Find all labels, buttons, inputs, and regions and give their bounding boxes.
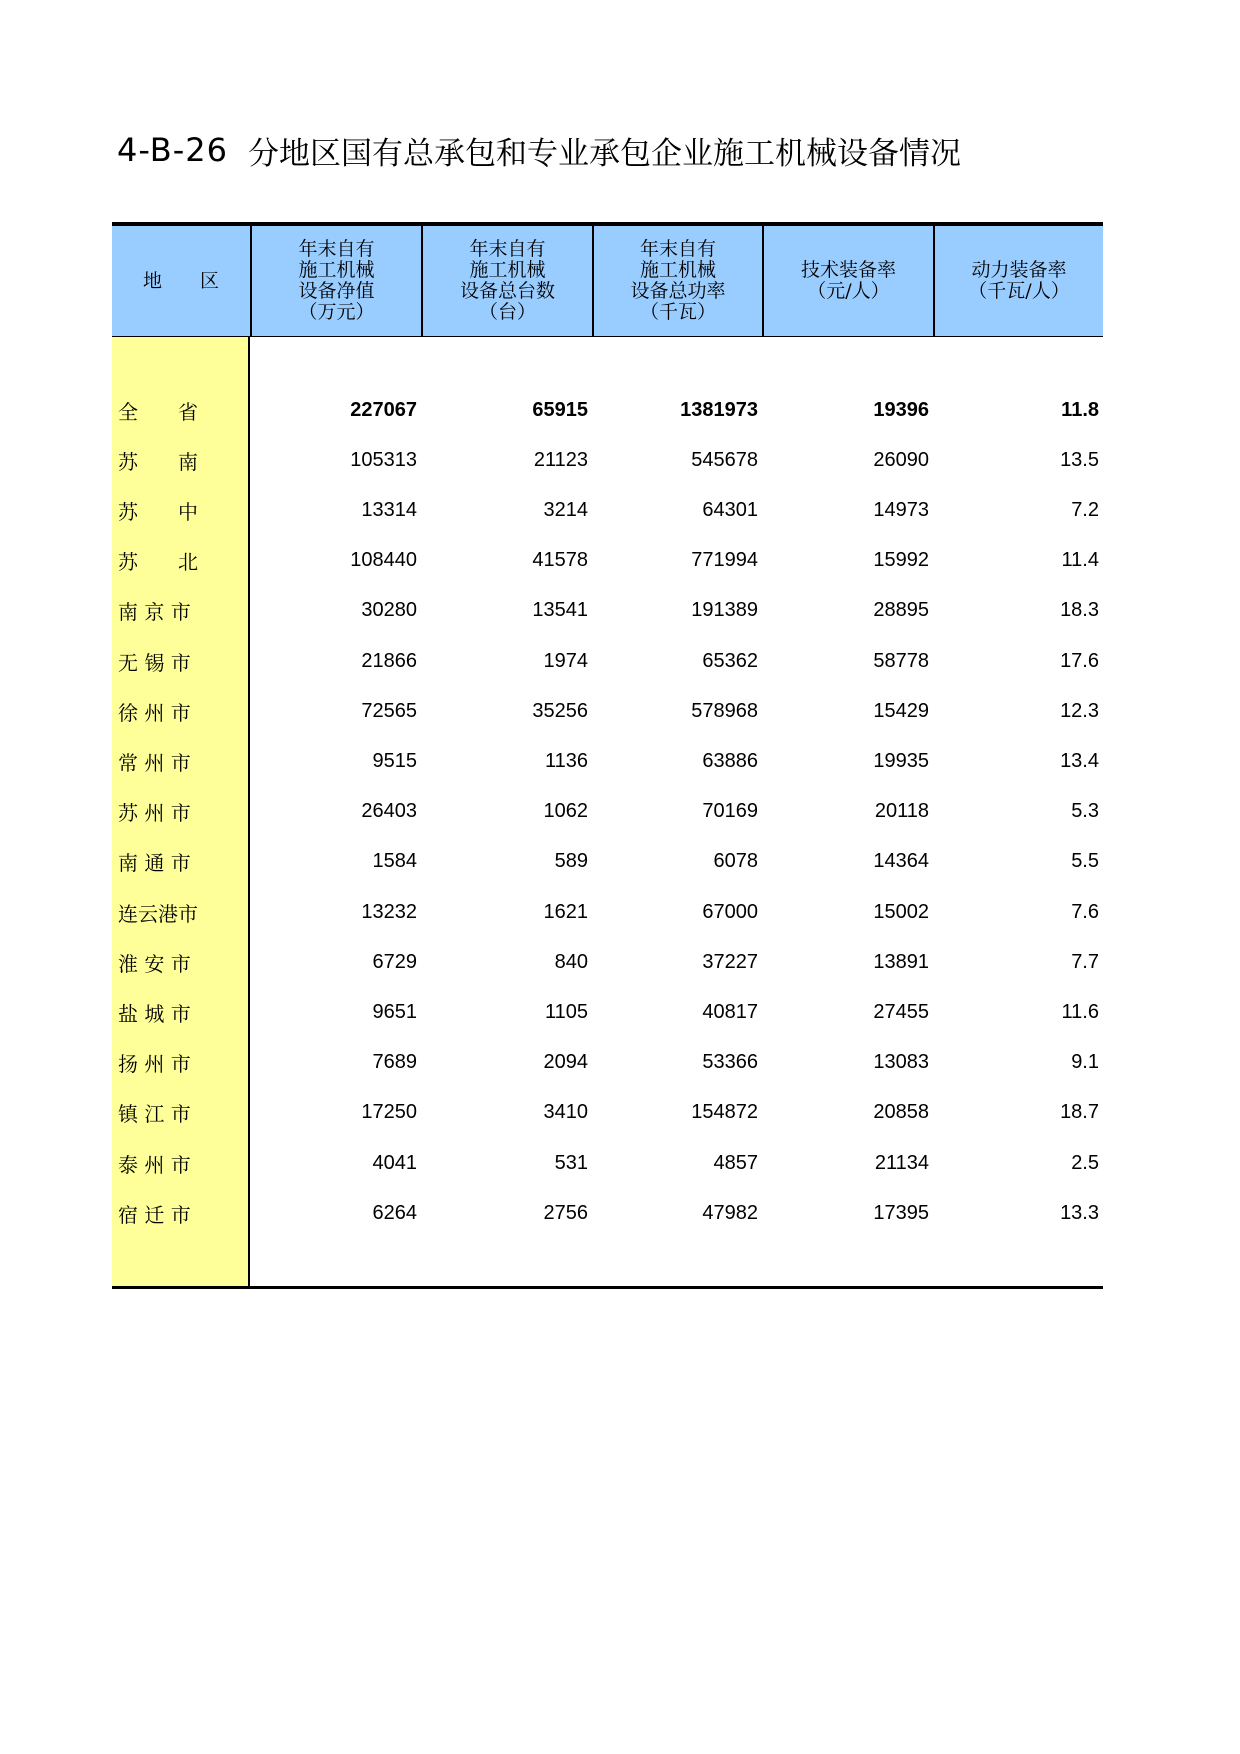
table-row	[112, 1098, 1103, 1128]
row-region: 扬 州 市	[118, 1052, 191, 1077]
row-value-col1: 6264	[372, 1201, 417, 1224]
row-value-col1: 13314	[361, 498, 417, 521]
row-value-col3: 154872	[691, 1101, 758, 1124]
row-value-col5: 7.6	[1071, 900, 1099, 923]
row-value-col3: 545678	[691, 448, 758, 471]
row-value-col1: 9515	[372, 749, 417, 772]
row-value-col4: 19935	[873, 749, 929, 772]
table-row	[112, 1048, 1103, 1078]
row-value-col3: 65362	[702, 649, 758, 672]
header-power-equipment-rate: 动力装备率 （千瓦/人）	[933, 226, 1103, 336]
table-row	[112, 746, 1103, 776]
row-value-col1: 7689	[372, 1051, 417, 1074]
row-value-col3: 40817	[702, 1000, 758, 1023]
row-value-col1: 9651	[372, 1000, 417, 1023]
row-value-col2: 531	[554, 1151, 588, 1174]
row-value-col5: 11.4	[1061, 549, 1099, 572]
row-value-col2: 21123	[533, 448, 588, 471]
table-code: 4-B-26	[117, 131, 228, 169]
table-row	[112, 395, 1103, 425]
row-value-col3: 771994	[691, 549, 758, 572]
row-value-col4: 21134	[874, 1151, 929, 1174]
row-value-col1: 108440	[350, 549, 417, 572]
row-region: 苏 北	[118, 550, 198, 575]
table-row	[112, 847, 1103, 877]
row-value-col5: 13.4	[1060, 749, 1099, 772]
table-title	[117, 128, 961, 172]
row-region: 苏 中	[118, 499, 198, 524]
header-tech-equipment-rate: 技术装备率 （元/人）	[762, 226, 933, 336]
row-value-col2: 35256	[532, 699, 588, 722]
row-value-col4: 28895	[873, 599, 929, 622]
row-region: 南 京 市	[118, 600, 191, 625]
row-region: 泰 州 市	[118, 1152, 191, 1177]
row-value-col4: 15002	[873, 900, 929, 923]
row-value-col4: 14973	[873, 498, 929, 521]
row-value-col5: 7.7	[1071, 950, 1099, 973]
table-row	[112, 897, 1103, 927]
table-row	[112, 495, 1103, 525]
row-value-col5: 18.7	[1060, 1101, 1099, 1124]
row-value-col5: 2.5	[1071, 1151, 1099, 1174]
row-value-col3: 191389	[691, 599, 758, 622]
row-value-col2: 3214	[543, 498, 588, 521]
row-value-col1: 227067	[350, 398, 417, 421]
row-value-col1: 13232	[361, 900, 417, 923]
table-row	[112, 1148, 1103, 1178]
row-value-col3: 47982	[702, 1201, 758, 1224]
row-value-col2: 1136	[544, 749, 588, 772]
row-region: 苏 州 市	[118, 801, 191, 826]
row-value-col1: 26403	[361, 800, 417, 823]
row-value-col4: 20118	[874, 800, 929, 823]
row-value-col4: 13891	[873, 950, 929, 973]
header-equipment-net-value: 年末自有 施工机械 设备净值 （万元）	[250, 226, 421, 336]
table-row	[112, 546, 1103, 576]
row-value-col4: 15992	[873, 549, 929, 572]
header-equipment-count: 年末自有 施工机械 设备总台数 （台）	[421, 226, 592, 336]
row-value-col3: 4857	[713, 1151, 758, 1174]
row-value-col3: 63886	[702, 749, 758, 772]
row-value-col4: 14364	[873, 850, 929, 873]
row-value-col4: 58778	[873, 649, 929, 672]
row-value-col3: 1381973	[680, 398, 758, 421]
row-value-col2: 840	[554, 950, 588, 973]
row-value-col1: 4041	[372, 1151, 417, 1174]
row-value-col3: 6078	[713, 850, 758, 873]
row-value-col2: 2094	[543, 1051, 588, 1074]
table-header	[112, 226, 1103, 337]
row-region: 淮 安 市	[118, 951, 191, 976]
row-region: 苏 南	[118, 449, 198, 474]
row-value-col4: 26090	[873, 448, 929, 471]
row-value-col3: 37227	[702, 950, 758, 973]
row-region: 镇 江 市	[118, 1102, 191, 1127]
row-value-col2: 1621	[543, 900, 588, 923]
row-value-col1: 72565	[361, 699, 417, 722]
row-value-col4: 19396	[873, 398, 929, 421]
row-value-col2: 1062	[543, 800, 588, 823]
row-value-col4: 27455	[873, 1000, 929, 1023]
row-region: 宿 迁 市	[118, 1202, 191, 1227]
row-value-col3: 53366	[702, 1051, 758, 1074]
table-row	[112, 596, 1103, 626]
table-row	[112, 947, 1103, 977]
table-row	[112, 997, 1103, 1027]
header-region: 地 区	[142, 269, 219, 292]
row-value-col4: 15429	[873, 699, 929, 722]
row-region: 连云港市	[118, 901, 198, 926]
table-row	[112, 797, 1103, 827]
row-value-col5: 11.6	[1061, 1000, 1099, 1023]
row-value-col4: 17395	[873, 1201, 929, 1224]
table-row	[112, 646, 1103, 676]
row-value-col5: 18.3	[1060, 599, 1099, 622]
row-value-col5: 13.3	[1060, 1201, 1099, 1224]
row-value-col1: 6729	[372, 950, 417, 973]
row-value-col2: 1974	[543, 649, 588, 672]
row-region: 徐 州 市	[118, 700, 191, 725]
row-value-col4: 13083	[873, 1051, 929, 1074]
row-value-col4: 20858	[873, 1101, 929, 1124]
row-region: 全 省	[118, 399, 198, 424]
row-value-col3: 67000	[702, 900, 758, 923]
row-value-col2: 3410	[543, 1101, 588, 1124]
header-equipment-power: 年末自有 施工机械 设备总功率 （千瓦）	[592, 226, 762, 336]
row-region: 盐 城 市	[118, 1001, 191, 1026]
row-value-col1: 21866	[361, 649, 417, 672]
row-value-col5: 5.3	[1071, 800, 1099, 823]
row-value-col2: 65915	[532, 398, 588, 421]
row-value-col2: 13541	[532, 599, 588, 622]
table-title-text: 分地区国有总承包和专业承包企业施工机械设备情况	[247, 135, 961, 172]
row-value-col5: 5.5	[1071, 850, 1099, 873]
table-row	[112, 1198, 1103, 1228]
row-value-col1: 30280	[361, 599, 417, 622]
row-value-col5: 13.5	[1060, 448, 1099, 471]
row-region: 无 锡 市	[118, 650, 191, 675]
row-value-col2: 2756	[543, 1201, 588, 1224]
row-value-col5: 11.8	[1061, 398, 1099, 421]
row-value-col5: 12.3	[1060, 699, 1099, 722]
row-value-col5: 9.1	[1071, 1051, 1099, 1074]
row-value-col3: 70169	[702, 800, 758, 823]
table-row	[112, 445, 1103, 475]
row-value-col2: 41578	[532, 549, 588, 572]
row-value-col3: 578968	[691, 699, 758, 722]
row-value-col1: 17250	[361, 1101, 417, 1124]
row-region: 常 州 市	[118, 750, 191, 775]
row-value-col1: 105313	[350, 448, 417, 471]
row-value-col2: 589	[554, 850, 588, 873]
row-value-col5: 17.6	[1060, 649, 1099, 672]
row-value-col3: 64301	[702, 498, 758, 521]
table-bottom-rule	[112, 1286, 1103, 1289]
row-value-col2: 1105	[544, 1000, 588, 1023]
row-region: 南 通 市	[118, 851, 191, 876]
row-value-col1: 1584	[372, 850, 417, 873]
table-row	[112, 696, 1103, 726]
row-value-col5: 7.2	[1071, 498, 1099, 521]
